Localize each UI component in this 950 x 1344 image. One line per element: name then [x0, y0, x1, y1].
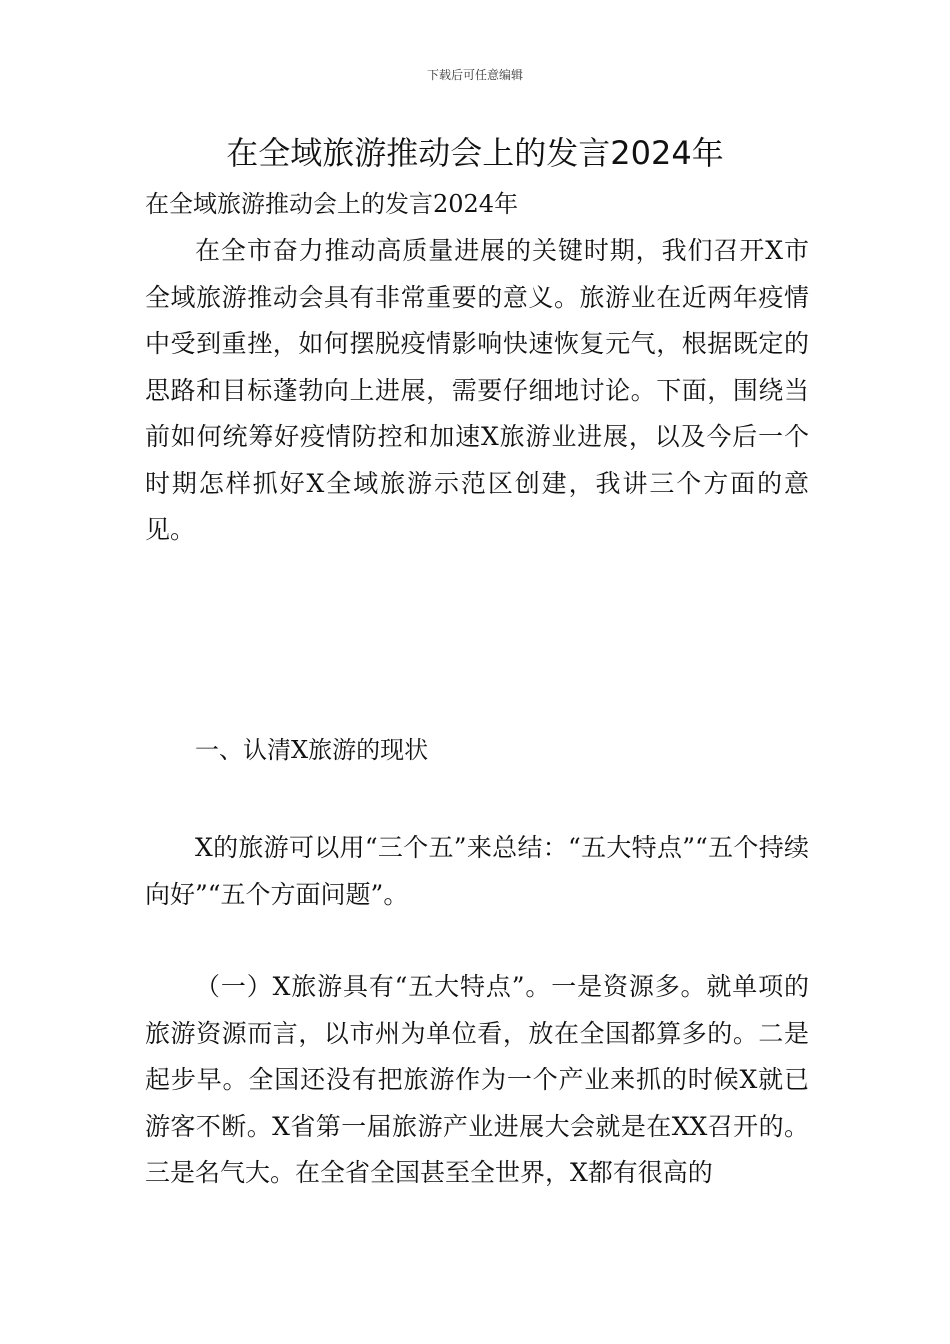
summary-paragraph: X的旅游可以用“三个五”来总结：“五大特点”“五个持续向好”“五个方面问题”。: [145, 833, 809, 909]
section-paragraph: （一）X旅游具有“五大特点”。一是资源多。就单项的旅游资源而言，以市州为单位看，放在全国都算多的。二是起步早。全国还没有把旅游作为一个产业来抓的时候X就已游客不断。X省第一届旅游产业进展大会就是在XX召开的。三是名气大。在全省全国甚至全世界，X都有很高的: [145, 972, 809, 1187]
document-subtitle: 在全域旅游推动会上的发言2024年: [145, 190, 519, 218]
header-note: 下载后可任意编辑: [426, 68, 523, 82]
section-heading: 一、认清X旅游的现状: [195, 736, 429, 764]
document-title: 在全域旅游推动会上的发言2024年: [226, 134, 724, 172]
intro-paragraph: 在全市奋力推动高质量进展的关键时期，我们召开X市全域旅游推动会具有非常重要的意义。旅游业在近两年疫情中受到重挫，如何摆脱疫情影响快速恢复元气，根据既定的思路和目标蓬勃向上进展，需要仔细地讨论。下面，围绕当前如何统筹好疫情防控和加速X旅游业进展，以及今后一个时期怎样抓好X全域旅游示范区创建，我讲三个方面的意见。: [145, 236, 809, 544]
